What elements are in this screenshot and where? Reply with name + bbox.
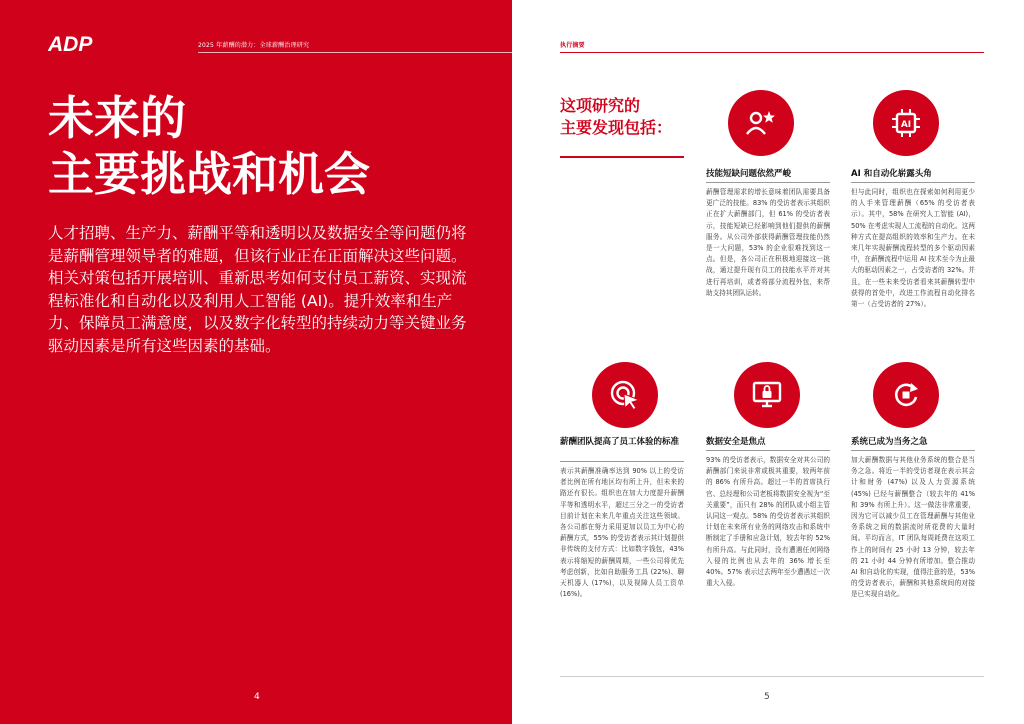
- finding-rule: [706, 182, 830, 183]
- finding-title: 技能短缺问题依然严峻: [706, 169, 792, 179]
- finding-rule: [706, 450, 830, 451]
- section-label: 执行摘要: [560, 42, 585, 49]
- header-rule: [198, 52, 512, 53]
- title-line-2: 主要挑战和机会: [48, 147, 370, 201]
- finding-rule: [851, 182, 975, 183]
- findings-heading-line-2: 主要发现包括：: [560, 118, 673, 137]
- icon-badge: [873, 90, 939, 156]
- report-title: 2025 年薪酬的潜力：全球薪酬治理研究: [198, 42, 310, 49]
- icon-badge: [592, 362, 658, 428]
- title-line-1: 未来的: [48, 91, 186, 145]
- icon-badge: [734, 362, 800, 428]
- page-number-left: 4: [254, 692, 260, 702]
- adp-logo: [48, 34, 100, 54]
- ai-chip-icon: [890, 107, 922, 139]
- person-star-icon: [745, 107, 777, 139]
- header-rule: [560, 52, 984, 53]
- finding-body: 表示其薪酬准确率达到 90% 以上的受访者比例在所有地区均有所上升，但未来的路还有很长。组织也在加大力度提升薪酬平等和透明水平，超过三分之一的受访者目前计划在未来几年重点关注这些领域。各公司都在努力采用更加以员工为中心的薪酬方式，55% 的受访者表示其计划提供非传统的支付方式：比如数字钱包，43% 表示将缩短的薪酬周期，一些公司将优先考虑创新，比如自助服务工具 (22%)、聊天机器人 (17%)，以及视障人员工资单 (16%)。: [560, 467, 684, 599]
- footer-rule: [560, 676, 984, 677]
- cursor-target-icon: [609, 379, 641, 411]
- icon-badge: [873, 362, 939, 428]
- finding-body: 加大薪酬数据与其他业务系统的整合是当务之急。将近一半的受访者现在表示其会计和财务 (47%) 以及人力资源系统 (45%) 已经与薪酬整合（较去年的 41% 和 39% 有所上升）。这一做法非常重要，因为它可以减少员工在管理薪酬与其他业务系统之间的数据流时所花费的大量时间。平均而言，IT 团队每周耗费在这项工作上的时间有 25 小时 13 分钟，较去年的 21 小时 44 分钟有所增加。整合推动 AI 和自动化的实现，值得注意的是，53% 的受访者表示，薪酬和其他系统间的对接是已实现自动化。: [851, 456, 975, 599]
- findings-heading: [560, 95, 672, 139]
- finding-title: 薪酬团队提高了员工体验的标准: [560, 437, 680, 447]
- finding-title: AI 和自动化崭露头角: [851, 169, 932, 179]
- page-number-right: 5: [764, 692, 770, 702]
- heading-rule: [560, 156, 684, 158]
- finding-title: 数据安全是焦点: [706, 437, 766, 447]
- finding-title: 系统已成为当务之急: [851, 437, 928, 447]
- finding-body: 薪酬管理需求的增长意味着团队需要具备更广泛的技能。83% 的受访者表示其组织正在扩大薪酬部门，但 61% 的受访者表示，技能短缺已经影响到他们提供的薪酬服务。从公司外部获得薪酬管理技能仍然是一大问题，53% 的企业很难找到这一点。但是，各公司正在积极地迎接这一挑战，通过提升现有员工的技能水平并对其进行再培训，或者将部分流程外包，来帮助支持其团队运转。: [706, 188, 830, 297]
- icon-badge: [728, 90, 794, 156]
- refresh-cycle-icon: [890, 379, 922, 411]
- finding-body: 93% 的受访者表示，数据安全对其公司的薪酬部门来说非常或极其重要，较两年前的 86% 有所升高。超过一半的首席执行官、总经理和公司老板将数据安全视为“至关重要”，而只有 28% 的团队或小组主管认同这一观点。58% 的受访者表示其组织计划在未来所有业务的网络攻击和系统中断制定了手册和应急计划，较去年的 52% 有所升高。与此同时，没有遭遇任何网络入侵的比例也从去年的 36% 增长至 40%。57% 表示过去两年至少遭遇过一次重大入侵。: [706, 456, 830, 588]
- intro-paragraph: 人才招聘、生产力、薪酬平等和透明以及数据安全等问题仍将是薪酬管理领导者的难题，但该行业正在正面解决这些问题。相关对策包括开展培训、重新思考如何支付员工薪资、实现流程标准化和自动化以及利用人工智能 (AI)。提升效率和生产力、保障员工满意度，以及数字化转型的持续动力等关键业务驱动因素是所有这些因素的基础。: [48, 224, 467, 355]
- right-page: [512, 0, 1024, 724]
- svg-text:AI: AI: [900, 120, 912, 130]
- findings-heading-line-1: 这项研究的: [560, 96, 641, 115]
- finding-rule: [560, 461, 684, 462]
- lock-screen-icon: [751, 379, 783, 411]
- svg-text:ADP: ADP: [48, 34, 93, 54]
- finding-rule: [851, 450, 975, 451]
- finding-body: 但与此同时，组织也在探索如何利用更少的人手来管理薪酬（65% 的受访者表示）。其中，58% 在研究人工智能 (AI)，50% 在考虑实现人工流程的自动化。这两种方式在提高组织的效率和生产力。在未来几年实现薪酬流程转型的多个驱动因素中，在薪酬流程中运用 AI 技术至今为止最大的驱动因素之一，占受访者的 32%。并且，在一些未来受访者看来其薪酬转型中获得的首处中，改进工作流程自动化排名第一（占受访者的 27%）。: [851, 188, 975, 309]
- page-title: [48, 90, 370, 202]
